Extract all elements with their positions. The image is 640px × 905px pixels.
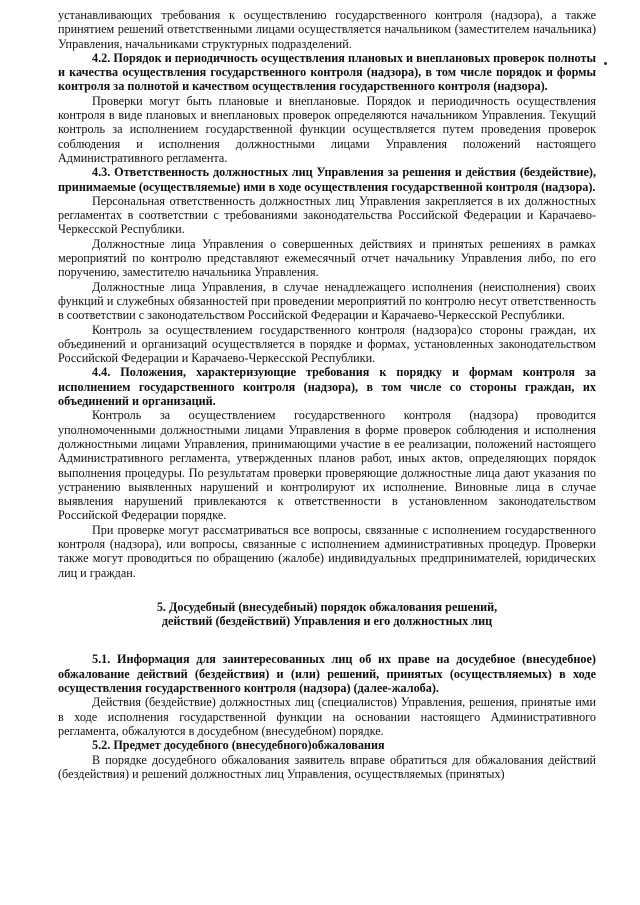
- paragraph-appeal-order: Действия (бездействие) должностных лиц (специалистов) Управления, решения, принятые ими в ходе исполнения государственной функции на основании настоящего Административного регламента, обжалуются в досудебном (внесудебном) порядке.: [58, 695, 596, 738]
- paragraph-personal-responsibility: Персональная ответственность должностных лиц Управления закрепляется в их должностных регламентах в соответствии с требованиями законодательства Российской Федерации и Карачаево-Черкесской Республики.: [58, 193, 596, 237]
- paragraph-citizen-control: Контроль за осуществлением государственного контроля (надзора)со стороны граждан, их объединений и организаций осуществляется в порядке и формах, установленных законодательством Российской Федерации и Карачаево-Черкесской Республики.: [58, 322, 596, 366]
- paragraph-inspection-questions: При проверке могут рассматриваться все вопросы, связанные с исполнением государственного контроля (надзора), или вопросы, связанные с исполнением административных процедур. Проверки также могут проводиться по обращению (жалобе) индивидуальных предпринимателей, юридических лиц и граждан.: [58, 522, 596, 580]
- scan-dot: [604, 62, 607, 65]
- spacer: [58, 628, 596, 652]
- section-heading-4-3: 4.3. Ответственность должностных лиц Управления за решения и действия (бездействие), принимаемые (осуществляемые) ими в ходе осуществления государственной контроля (надзора).: [58, 165, 596, 194]
- paragraph-control-procedure: Контроль за осуществлением государственного контроля (надзора) проводится уполномоченными должностными лицами Управления в форме проверок соблюдения и исполнения должностными лицами Управления, принимающими участие в ее реализации, положений настоящего Административного регламента, утвержденных планов работ, иных актов, определяющих порядок выполнения процедуры. По результатам проверки проверяющие должностные лица дают указания по устранению выявленных нарушений и контролируют их исполнение. Виновные лица в случае выявления нарушений привлекаются к ответственности в установленном законодательством Российской Федерации порядке.: [58, 408, 596, 523]
- paragraph-liability: Должностные лица Управления, в случае ненадлежащего исполнения (неисполнения) своих функций и служебных обязанностей при проведении мероприятий по контролю несут ответственность в соответствии с законодательством Российской Федерации и Карачаево-Черкесской Республики.: [58, 279, 596, 323]
- section-heading-4-4: 4.4. Положения, характеризующие требования к порядку и формам контроля за исполнением государственного контроля (надзора), в том числе со стороны граждан, их объединений и организаций.: [58, 365, 596, 409]
- chapter-title-line-1: 5. Досудебный (внесудебный) порядок обжалования решений,: [156, 599, 498, 614]
- paragraph-appeal-right: В порядке досудебного обжалования заявитель вправе обратиться для обжалования действий (бездействия) и решений должностных лиц Управления, осуществляемых (принятых): [58, 752, 596, 781]
- section-heading-4-2: 4.2. Порядок и периодичность осуществления плановых и внеплановых проверок полноты и качества осуществления государственного контроля (надзора), в том числе порядок и формы контроля за полнотой и качеством осуществления государственного контроля (надзора).: [58, 50, 596, 94]
- paragraph-continuation: устанавливающих требования к осуществлению государственного контроля (надзора), а также принятием решений ответственными лицами осуществляется начальником (заместителем начальника) Управления, начальниками структурных подразделений.: [58, 8, 596, 51]
- paragraph-inspections: Проверки могут быть плановые и внеплановые. Порядок и периодичность осуществления контроля в виде плановых и внеплановых проверок определяются начальником Управления. Текущий контроль за исполнением государственной функции осуществляется путем проведения проверок соблюдения и исполнения должностными лицами Управления положений настоящего Административного регламента.: [58, 93, 596, 165]
- chapter-title-line-2: действий (бездействий) Управления и его должностных лиц: [161, 614, 493, 629]
- section-heading-5-2: 5.2. Предмет досудебного (внесудебного)обжалования: [92, 738, 385, 753]
- paragraph-monthly-report: Должностные лица Управления о совершенных действиях и принятых решениях в рамках мероприятий по контролю представляют ежемесячный отчет начальнику Управления либо, по его поручению, заместителю начальника Управления.: [58, 236, 596, 280]
- spacer: [58, 580, 596, 600]
- section-heading-5-1: 5.1. Информация для заинтересованных лиц об их праве на досудебное (внесудебное) обжалование действий (бездействия) и (или) решений, принятых (осуществляемых) в ходе осуществления государственного контроля (надзора) (далее-жалоба).: [58, 652, 596, 696]
